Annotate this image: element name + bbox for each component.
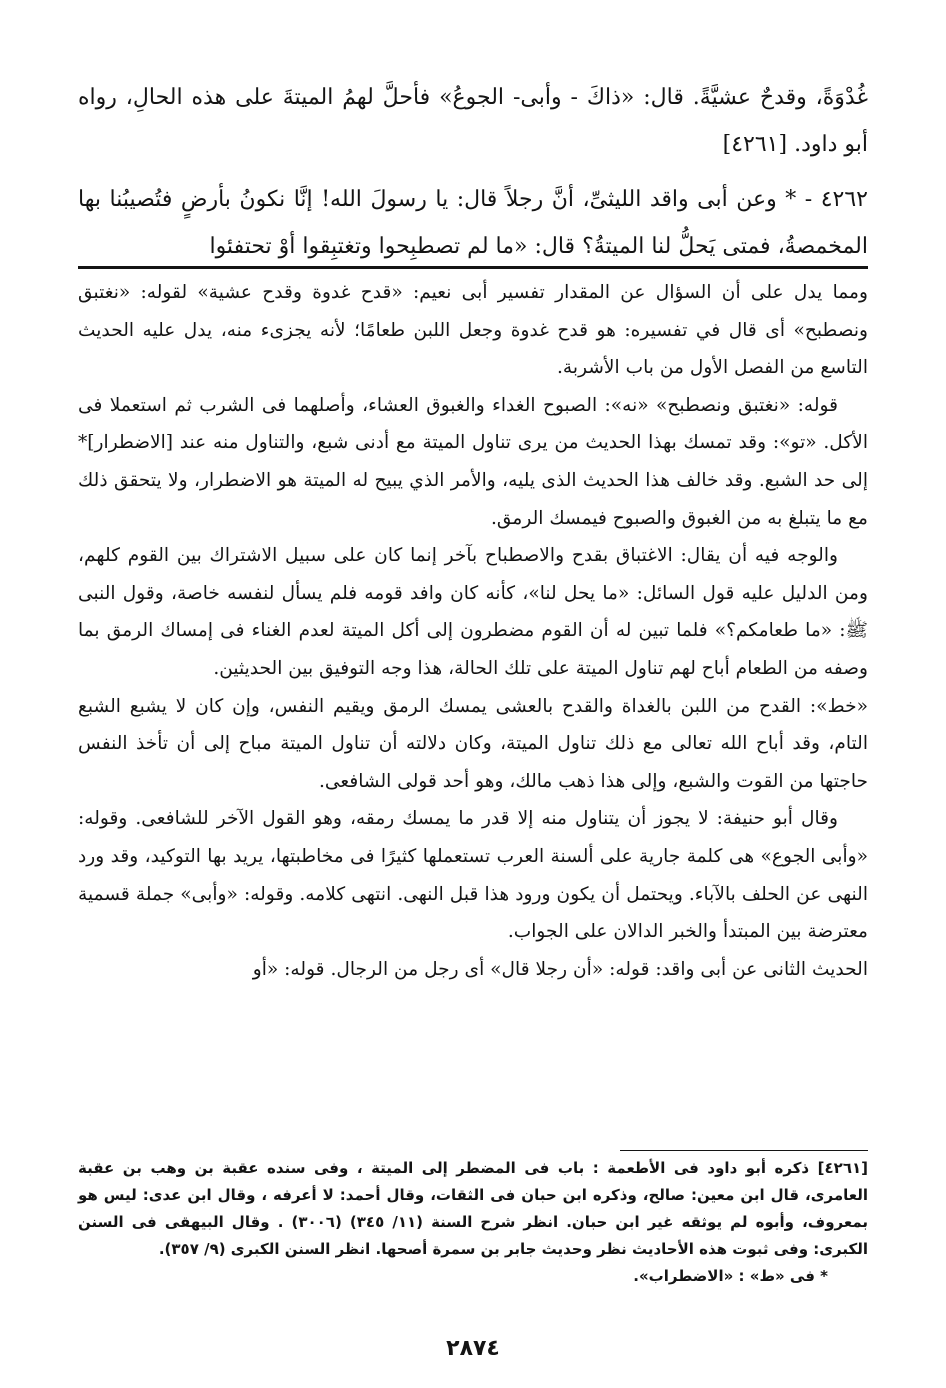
page-number: ٢٨٧٤ [446,1336,500,1361]
hadith-text [78,74,868,270]
main-separator-rule [78,266,868,269]
commentary-paragraph: «خط»: القدح من اللبن بالغداة والقدح بالعشى يمسك الرمق ويقيم النفس، وإن كان لا يشبع الشبع التام، وقد أباح الله تعالى مع ذلك تناول الميتة، وكان دلالته أن تناول الميتة مباح إلى أن تأخذ النفس حاجتها من القوت والشبع، وإلى هذا ذهب مالك، وهو أحد قولى الشافعى. [78,695,868,792]
footnote-4261: [٤٢٦١] ذكره أبو داود فى الأطعمة : باب فى المضطر إلى الميتة ، وفى سنده عقبة بن وهب بن عقبة العامرى، قال ابن معين: صالح، وذكره ابن حبان فى الثقات، وقال أحمد: لا أعرفه ، وقال ابن عدى: ليس هو بمعروف، وأبوه لم يوثقه غير ابن حبان. انظر شرح السنة (١١/ ٣٤٥) (٣٠٠٦) . وقال البيهقى فى السنن الكبرى: وفى ثبوت هذه الأحاديث نظر وحديث جابر بن سمرة أصحها. انظر السنن الكبرى (٩/ ٣٥٧). [78,1159,869,1258]
footnote-separator-rule [620,1150,868,1151]
hadith-4262: ٤٢٦٢ - * وعن أبى واقد الليثىِّ، أنَّ رجلاً قال: يا رسولَ الله! إنَّا نكونُ بأرضٍ فتُصيبُنا بها المخمصةُ، فمتى يَحلُّ لنا الميتةُ؟ قال: «ما لم تصطبِحوا وتغتبِقوا أوْ تحتفئوا [78,187,868,259]
commentary-paragraph: وقال أبو حنيفة: لا يجوز أن يتناول منه إلا قدر ما يمسك رمقه، وهو القول الآخر للشافعى. وقوله: «وأبى الجوع» هى كلمة جارية على ألسنة العرب تستعملها كثيرًا فى مخاطبتها، يريد بها التوكيد، وقد ورد النهى عن الحلف بالآباء. ويحتمل أن يكون ورود هذا قبل النهى. انتهى كلامه. وقوله: «وأبى» جملة قسمية معترضة بين المبتدأ والخبر الدالان على الجواب. [78,808,868,943]
commentary-paragraph: ومما يدل على أن السؤال عن المقدار تفسير أبى نعيم: «قدح غدوة وقدح عشية» لقوله: «نغتبق ونصطبح» أى قال في تفسيره: هو قدح غدوة وجعل اللبن طعامًا؛ لأنه يجزىء منه، يدل عليه الحديث التاسع من الفصل الأول من باب الأشربة. [78,282,868,379]
footnote-star: * فى «ط» : «الاضطراب». [633,1267,828,1285]
commentary-paragraph: والوجه فيه أن يقال: الاغتباق بقدح والاصطباح بآخر إنما كان على سبيل الاشتراك بين القوم كلهم، ومن الدليل عليه قول السائل: «ما يحل لنا»، كأنه كان وافد قومه فلم يسأل لنفسه خاصة، وقول النبى ﷺ: «ما طعامكم؟» فلما تبين له أن القوم مضطرون إلى أكل الميتة لعدم الغناء فى إمساك الرمق بما وصفه من الطعام أباح لهم تناول الميتة على تلك الحالة، هذا وجه التوفيق بين الحديثين. [78,545,868,679]
commentary [78,274,868,988]
hadith-end-of-previous: غُدْوَةً، وقدحٌ عشيَّةً. قال: «ذاكَ - وأبى- الجوعُ» فأحلَّ لهمُ الميتةَ على هذه الحالِ، رواه أبو داود. [٤٢٦١] [78,85,868,157]
footnotes [78,1155,868,1290]
commentary-paragraph: قوله: «نغتبق ونصطبح» «نه»: الصبوح الغداء والغبوق العشاء، وأصلهما فى الشرب ثم استعملا فى الأكل. «تو»: وقد تمسك بهذا الحديث من يرى تناول الميتة مع أدنى شبع، والتناول منه عند [الاضطرار]* إلى حد الشبع. وقد خالف هذا الحديث الذى يليه، والأمر الذي يبيح له الميتة هو الاضطرار، ولا يتحقق ذلك مع ما يتبلغ به من الغبوق والصبوح فيمسك الرمق. [78,394,868,529]
commentary-paragraph: الحديث الثانى عن أبى واقد: قوله: «أن رجلا قال» أى رجل من الرجال. قوله: «أو [252,958,868,980]
